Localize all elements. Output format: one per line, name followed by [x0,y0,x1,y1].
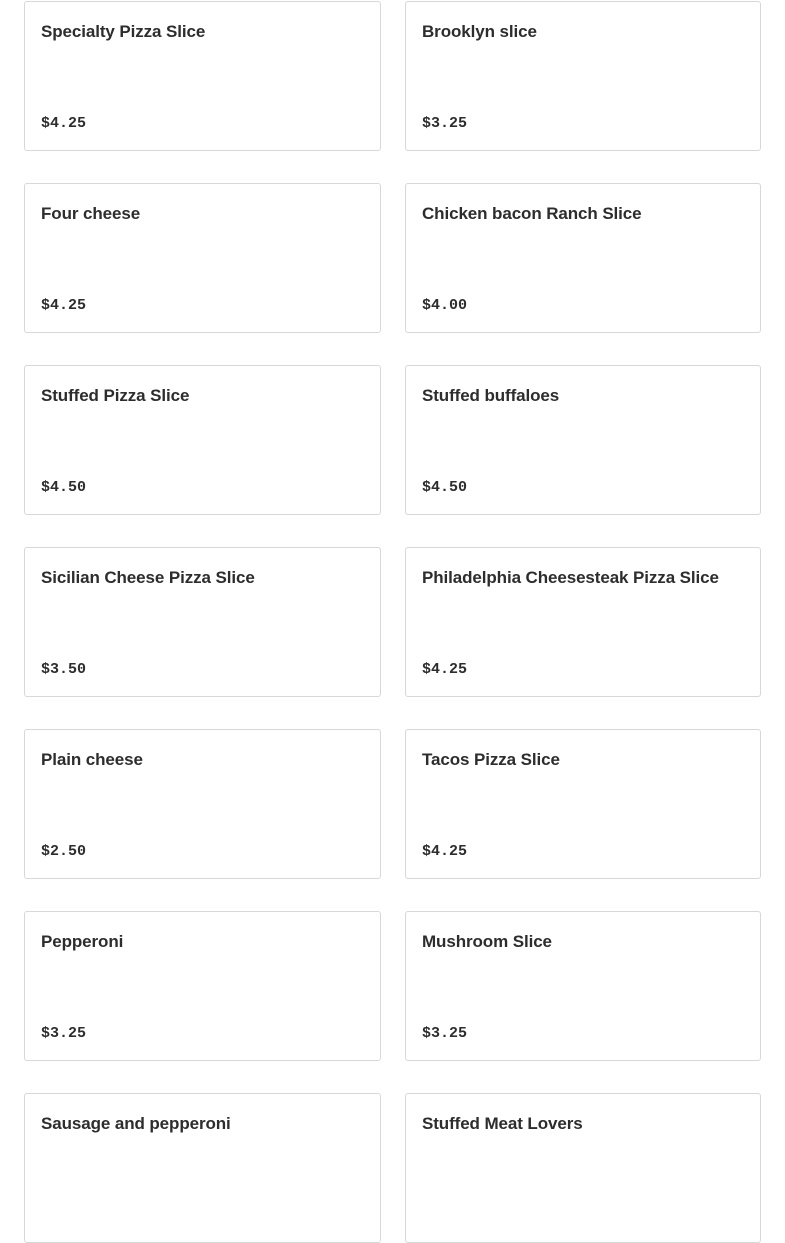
menu-item-card[interactable] [24,547,381,697]
menu-item-price: $3.25 [422,1025,468,1042]
menu-item-price: $4.25 [422,661,468,678]
menu-item-price: $4.00 [422,297,468,314]
menu-item-card[interactable] [24,911,381,1061]
menu-item-name: Mushroom Slice [422,932,552,951]
menu-item-name: Four cheese [41,204,141,223]
menu-item-name: Stuffed Meat Lovers [422,1114,583,1133]
menu-item-card[interactable] [405,729,761,879]
menu-item-card[interactable] [405,547,761,697]
menu-item-name: Chicken bacon Ranch Slice [422,204,642,223]
menu-item-card[interactable] [24,365,381,515]
menu-item-price: $4.25 [41,115,87,132]
menu-item-price: $4.50 [41,479,87,496]
menu-item-card[interactable] [405,183,761,333]
menu-item-price: $4.50 [422,479,468,496]
menu-item-price: $2.50 [41,843,87,860]
menu-item-name: Brooklyn slice [422,22,537,41]
menu-item-name: Sicilian Cheese Pizza Slice [41,568,255,587]
menu-item-name: Stuffed Pizza Slice [41,386,190,405]
menu-item-card[interactable] [24,729,381,879]
menu-item-name: Tacos Pizza Slice [422,750,560,769]
menu-item-card[interactable] [405,1,761,151]
menu-item-card[interactable] [24,1,381,151]
menu-item-name: Philadelphia Cheesesteak Pizza Slice [422,568,719,587]
menu-item-name: Plain cheese [41,750,143,769]
menu-item-grid [24,1,761,1243]
menu-item-name: Specialty Pizza Slice [41,22,206,41]
menu-item-price: $3.50 [41,661,87,678]
menu-item-card[interactable] [405,1093,761,1243]
menu-item-name: Stuffed buffaloes [422,386,560,405]
menu-item-card[interactable] [24,1093,381,1243]
menu-item-card[interactable] [405,911,761,1061]
menu-item-price: $3.25 [422,115,468,132]
menu-item-name: Sausage and pepperoni [41,1114,231,1133]
menu-item-card[interactable] [24,183,381,333]
menu-item-price: $3.25 [41,1025,87,1042]
menu-item-price: $4.25 [41,297,87,314]
menu-item-price: $4.25 [422,843,468,860]
menu-item-card[interactable] [405,365,761,515]
menu-item-name: Pepperoni [41,932,124,951]
